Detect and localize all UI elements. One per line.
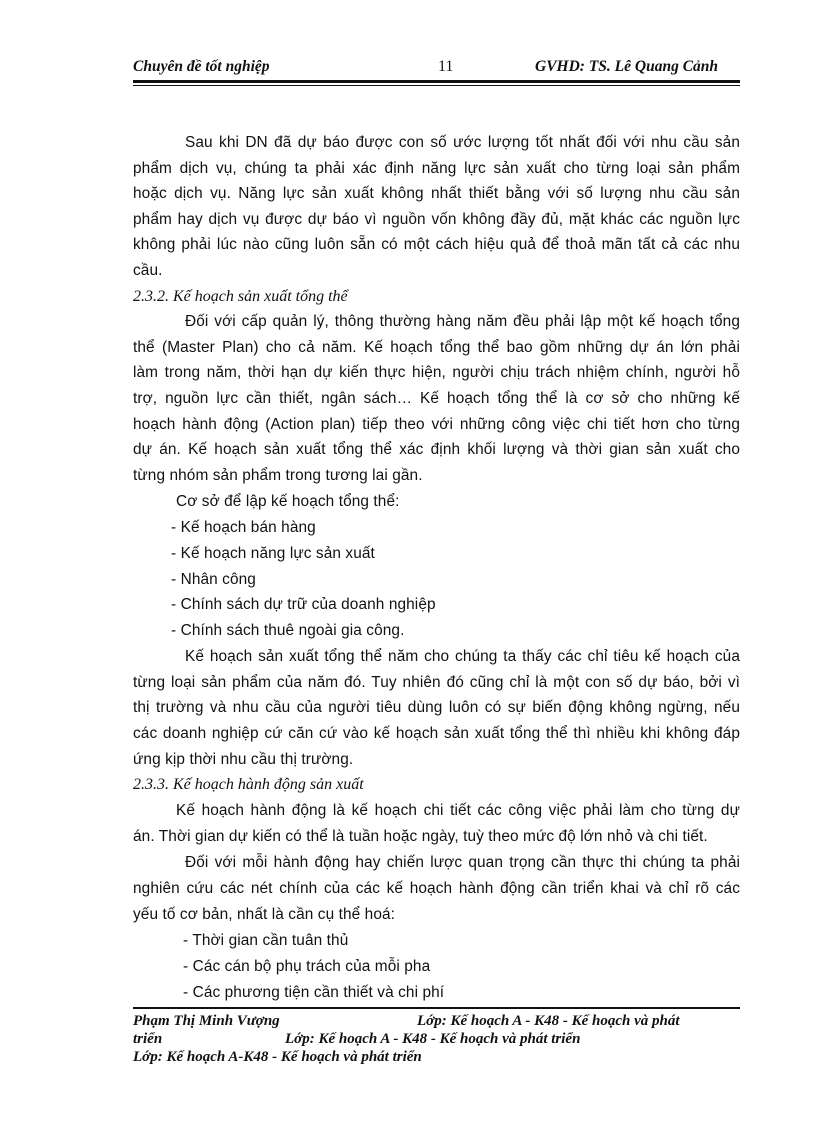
text-line: yếu tố cơ bản, nhất là cần cụ thể hoá: — [133, 906, 396, 923]
text-line: ứng kịp thời nhu cầu thị trường. — [133, 751, 354, 768]
header-rule — [133, 80, 740, 83]
text-line: hoạch hành động (Action plan) tiếp theo với những công việc chi tiết hơn cho từng — [133, 416, 740, 433]
text-line: Sau khi DN đã dự báo được con số ước lượng tốt nhất đối với nhu cầu sản — [185, 134, 740, 151]
page-number: 11 — [438, 58, 454, 75]
text-line: phẩm dịch vụ, chúng ta phải xác định năng lực sản xuất cho từng loại sản phẩm — [133, 160, 740, 177]
header-supervisor: GVHD: TS. Lê Quang Cảnh — [535, 58, 719, 75]
list-item: - Chính sách dự trữ của doanh nghiệp — [171, 596, 436, 613]
footer-class-line2: Lớp: Kế hoạch A - K48 - Kế hoạch và phát triển — [285, 1031, 581, 1047]
section-heading-2-3-3: 2.3.3. Kế hoạch hành động sản xuất — [133, 776, 364, 793]
text-line: từng loại sản phẩm của năm đó. Tuy nhiên đó cũng chỉ là một con số dự báo, bởi vì — [133, 674, 740, 691]
list-item: - Nhân công — [171, 571, 256, 588]
list-item: - Thời gian cần tuân thủ — [183, 932, 349, 949]
footer-continued: triển — [133, 1031, 163, 1047]
list-item: - Các phương tiện cần thiết và chi phí — [183, 984, 445, 1001]
section-heading-2-3-2: 2.3.2. Kế hoạch sản xuất tổng thể — [133, 288, 348, 305]
text-line: dự án. Kế hoạch sản xuất tổng thể xác định khối lượng và thời gian sản xuất cho — [133, 441, 740, 458]
text-line: cầu. — [133, 262, 163, 279]
footer-class: Lớp: Kế hoạch A - K48 - Kế hoạch và phát — [417, 1013, 680, 1029]
list-item: - Chính sách thuê ngoài gia công. — [171, 622, 405, 639]
footer-author: Phạm Thị Minh Vượng — [133, 1013, 280, 1029]
text-line: thị trường và nhu cầu của người tiêu dùng luôn có sự biến động không ngừng, nếu — [133, 699, 740, 716]
list-item: - Các cán bộ phụ trách của mỗi pha — [183, 958, 431, 975]
footer-class-line3: Lớp: Kế hoạch A-K48 - Kế hoạch và phát triển — [133, 1049, 422, 1065]
text-line: phẩm hay dịch vụ được dự báo vì nguồn vốn không đầy đủ, mặt khác các nguồn lực — [133, 211, 740, 228]
text-line: hoặc dịch vụ. Năng lực sản xuất không nhất thiết bằng với số lượng nhu cầu sản — [133, 185, 740, 202]
text-line: từng nhóm sản phẩm trong tương lai gần. — [133, 467, 423, 484]
text-line: làm trong năm, thời hạn dự kiến thực hiện, người chịu trách nhiệm chính, người hỗ — [133, 364, 740, 381]
text-line: Kế hoạch sản xuất tổng thể năm cho chúng ta thấy các chỉ tiêu kế hoạch của — [185, 648, 740, 665]
list-item: - Kế hoạch bán hàng — [171, 519, 316, 536]
header-title: Chuyên đề tốt nghiệp — [133, 58, 270, 75]
text-line: Kế hoạch hành động là kế hoạch chi tiết các công việc phải làm cho từng dự — [176, 802, 740, 819]
footer-rule — [133, 1007, 740, 1009]
text-line: không phải lúc nào cũng luôn sẵn có một cách hiệu quả để thoả mãn tất cả các nhu — [133, 236, 740, 253]
list-item: - Kế hoạch năng lực sản xuất — [171, 545, 375, 562]
basis-title: Cơ sở để lập kế hoạch tổng thể: — [176, 493, 400, 510]
text-line: thể (Master Plan) cho cả năm. Kế hoạch tổng thể bao gồm những dự án lớn phải — [133, 339, 740, 356]
text-line: trợ, nguồn lực cần thiết, ngân sách… Kế hoạch tổng thể là cơ sở cho những kế — [133, 390, 740, 407]
header-rule-thin — [133, 85, 740, 86]
text-line: án. Thời gian dự kiến có thể là tuần hoặc ngày, tuỳ theo mức độ lớn nhỏ và chi tiết. — [133, 828, 708, 845]
text-line: các doanh nghiệp cứ căn cứ vào kế hoạch sản xuất tổng thể thì nhiều khi không đáp — [133, 725, 740, 742]
text-line: Đối với mỗi hành động hay chiến lược quan trọng cần thực thi chúng ta phải — [185, 854, 740, 871]
text-line: nghiên cứu các nét chính của các kế hoạch hành động cần triển khai và chỉ rõ các — [133, 880, 740, 897]
text-line: Đối với cấp quản lý, thông thường hàng năm đều phải lập một kế hoạch tổng — [185, 313, 740, 330]
